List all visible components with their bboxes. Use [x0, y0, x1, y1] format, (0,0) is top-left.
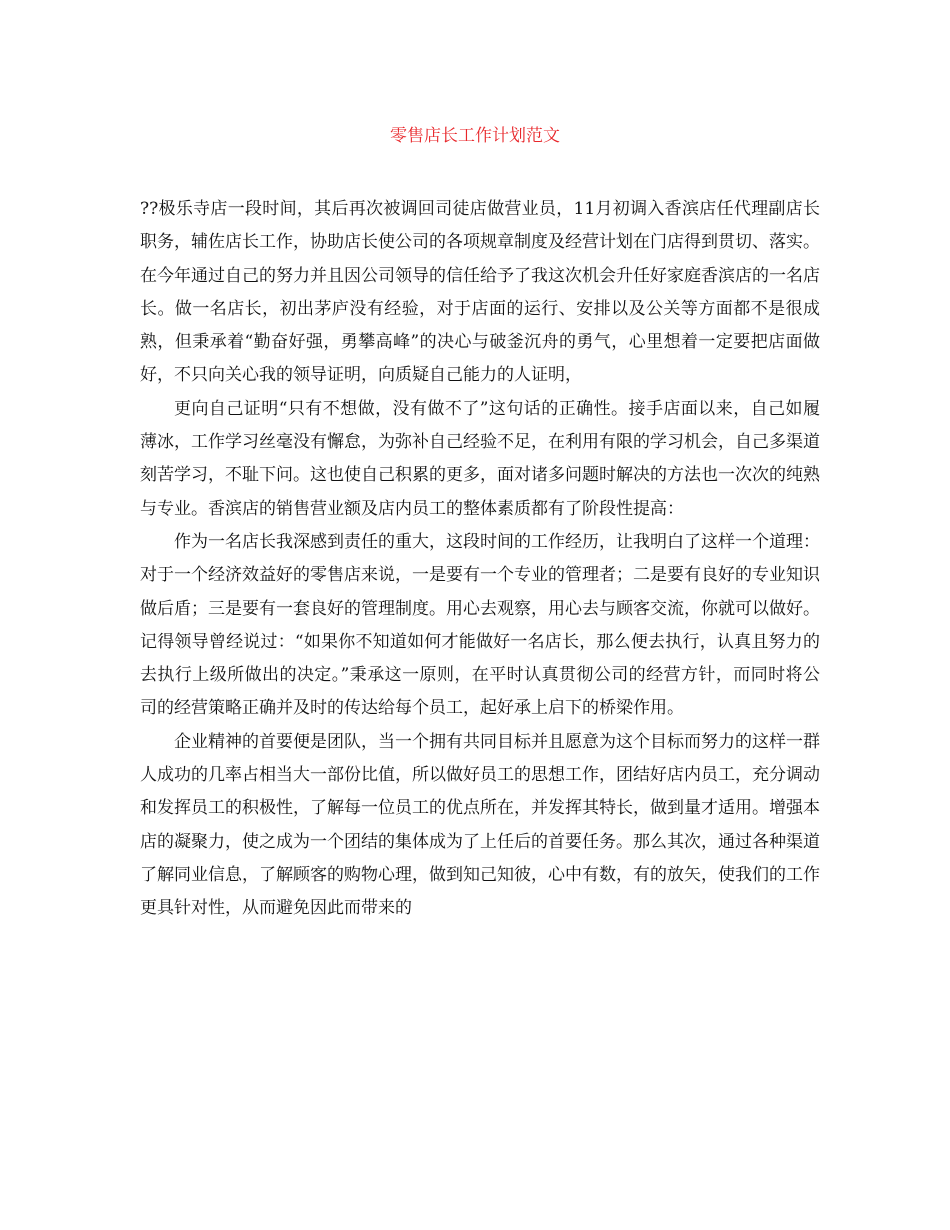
- paragraph-4: 企业精神的首要便是团队，当一个拥有共同目标并且愿意为这个目标而努力的这样一群人成功的几率占相当大一部份比值，所以做好员工的思想工作，团结好店内员工，充分调动和发挥员工的积极性，了解每一位员工的优点所在，并发挥其特长，做到量才适用。增强本店的凝聚力，使之成为一个团结的集体成为了上任后的首要任务。那么其次，通过各种渠道了解同业信息，了解顾客的购物心理，做到知己知彼，心中有数，有的放矢，使我们的工作更具针对性，从而避免因此而带来的: [140, 731, 820, 919]
- document-body: [140, 193, 820, 926]
- paragraph-2: 更向自己证明“只有不想做，没有做不了”这句话的正确性。接手店面以来，自己如履薄冰，工作学习丝毫没有懈怠，为弥补自己经验不足，在利用有限的学习机会，自己多渠道刻苦学习，不耻下问。这也使自己积累的更多，面对诸多问题时解决的方法也一次次的纯熟与专业。香滨店的销售营业额及店内员工的整体素质都有了阶段性提高：: [140, 398, 820, 519]
- paragraph-1: ??极乐寺店一段时间，其后再次被调回司徒店做营业员，11月初调入香滨店任代理副店长职务，辅佐店长工作，协助店长使公司的各项规章制度及经营计划在门店得到贯切、落实。在今年通过自己的努力并且因公司领导的信任给予了我这次机会升任好家庭香滨店的一名店长。做一名店长，初出茅庐没有经验，对于店面的运行、安排以及公关等方面都不是很成熟，但秉承着“勤奋好强，勇攀高峰”的决心与破釜沉舟的勇气，心里想着一定要把店面做好，不只向关心我的领导证明，向质疑自己能力的人证明，: [140, 199, 820, 386]
- paragraph-3: 作为一名店长我深感到责任的重大，这段时间的工作经历，让我明白了这样一个道理：对于一个经济效益好的零售店来说，一是要有一个专业的管理者；二是要有良好的专业知识做后盾；三是要有一套良好的管理制度。用心去观察，用心去与顾客交流，你就可以做好。记得领导曾经说过：“如果你不知道如何才能做好一名店长，那么便去执行，认真且努力的去执行上级所做出的决定。”秉承这一原则，在平时认真贯彻公司的经营方针，而同时将公司的经营策略正确并及时的传达给每个员工，起好承上启下的桥梁作用。: [140, 531, 820, 719]
- document-title: 零售店长工作计划范文: [390, 126, 560, 146]
